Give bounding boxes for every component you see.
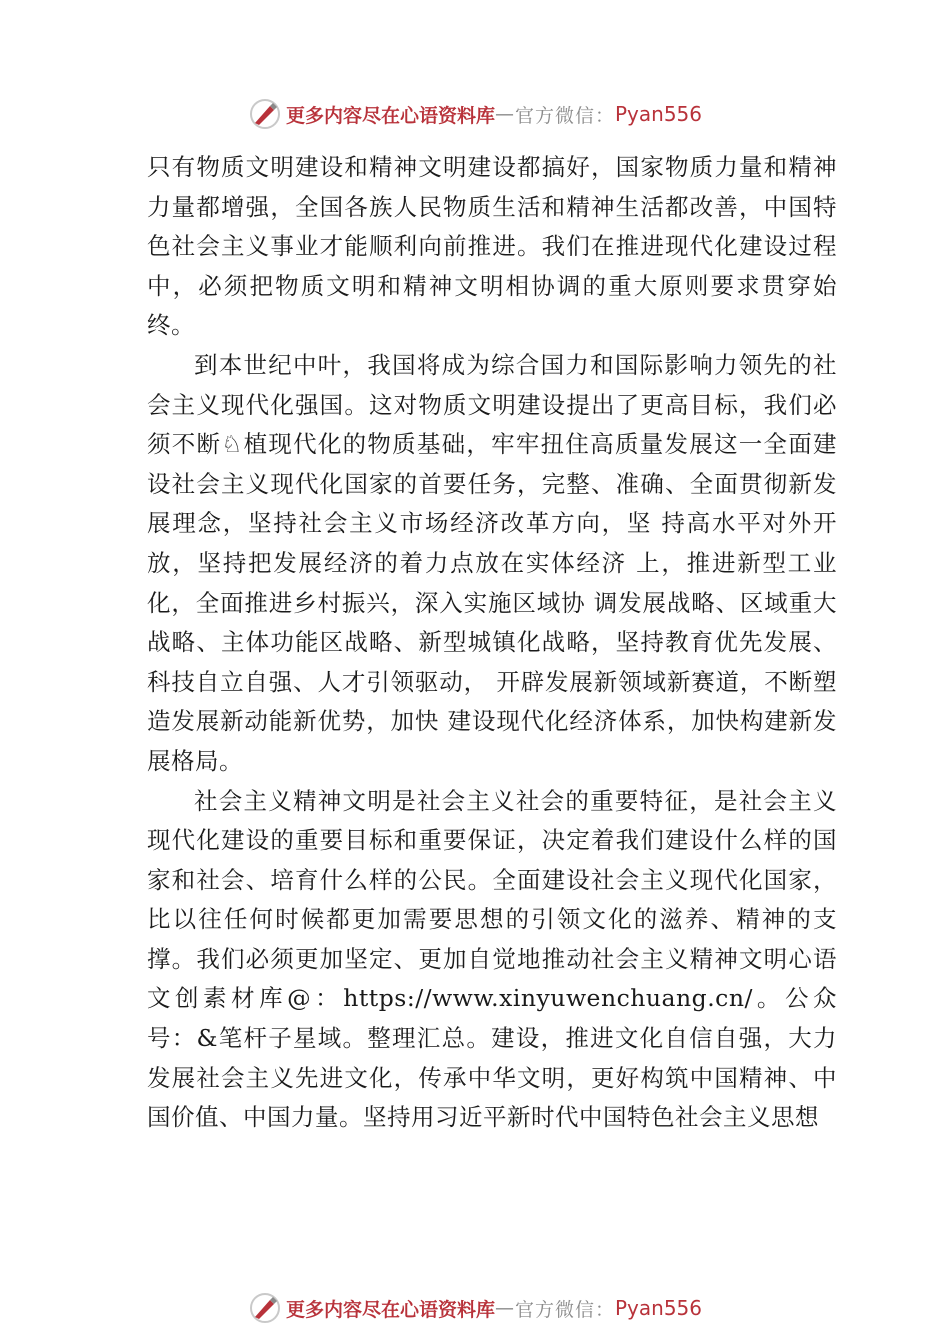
paragraph-2: 到本世纪中叶，我国将成为综合国力和国际影响力领先的社会主义现代化强国。这对物质文明建设提出了更高目标，我们必须不断♘植现代化的物质基础，牢牢扭住高质量发展这一全面建设社会主义现代化国家的首要任务，完整、准确、全面贯彻新发展理念，坚持社会主义市场经济改革方向，坚 持高水平对外开放，坚持把发展经济的着力点放在实体经济 上，推进新型工业化，全面推进乡村振兴，深入实施区域协 调发展战略、区域重大战略、主体功能区战略、新型城镇化战略，坚持教育优先发展、科技自立自强、人才引领驱动， 开辟发展新领域新赛道，不断塑造发展新动能新优势，加快 建设现代化经济体系，加快构建新发展格局。 bbox=[147, 350, 837, 775]
paragraph-3: 社会主义精神文明是社会主义社会的重要特征，是社会主义现代化建设的重要目标和重要保证，决定着我们建设什么样的国家和社会、培育什么样的公民。全面建设社会主义现代化国家，比以往任何时候都更加需要思想的引领文化的滋养、精神的支撑。我们必须更加坚定、更加自觉地推动社会主义精神文明心语文创素材库@：https://www.xinyuwenchuang.cn/。公众号：&笔杆子星域。整理汇总。建设，推进文化自信自强，大力发展社会主义先进文化，传承中华文明，更好构筑中国精神、中国价值、中国力量。坚持用习近平新时代中国特色社会主义思想 bbox=[147, 786, 837, 1132]
pen-logo-icon bbox=[248, 1291, 282, 1325]
header-wechat-label: 官方微信： bbox=[514, 104, 615, 127]
pen-logo-icon bbox=[248, 97, 282, 131]
footer-wechat-id: Pyan556 bbox=[615, 1296, 703, 1320]
footer-banner bbox=[0, 1290, 950, 1326]
paragraph-1: 只有物质文明建设和精神文明建设都搞好，国家物质力量和精神力量都增强，全国各族人民物质生活和精神生活都改善，中国特色社会主义事业才能顺利向前推进。我们在推进现代化建设过程中，必须把物质文明和精神文明相协调的重大原则要求贯穿始终。 bbox=[147, 153, 837, 340]
header-banner bbox=[0, 96, 950, 132]
header-brand-text: 更多内容尽在心语资料库 bbox=[285, 104, 495, 127]
header-wechat-id: Pyan556 bbox=[615, 102, 703, 126]
footer-separator: — bbox=[494, 1297, 515, 1319]
footer-brand-text: 更多内容尽在心语资料库 bbox=[285, 1298, 495, 1321]
footer-wechat-label: 官方微信： bbox=[514, 1298, 615, 1321]
document-body bbox=[147, 148, 837, 1138]
header-separator: — bbox=[494, 103, 515, 125]
